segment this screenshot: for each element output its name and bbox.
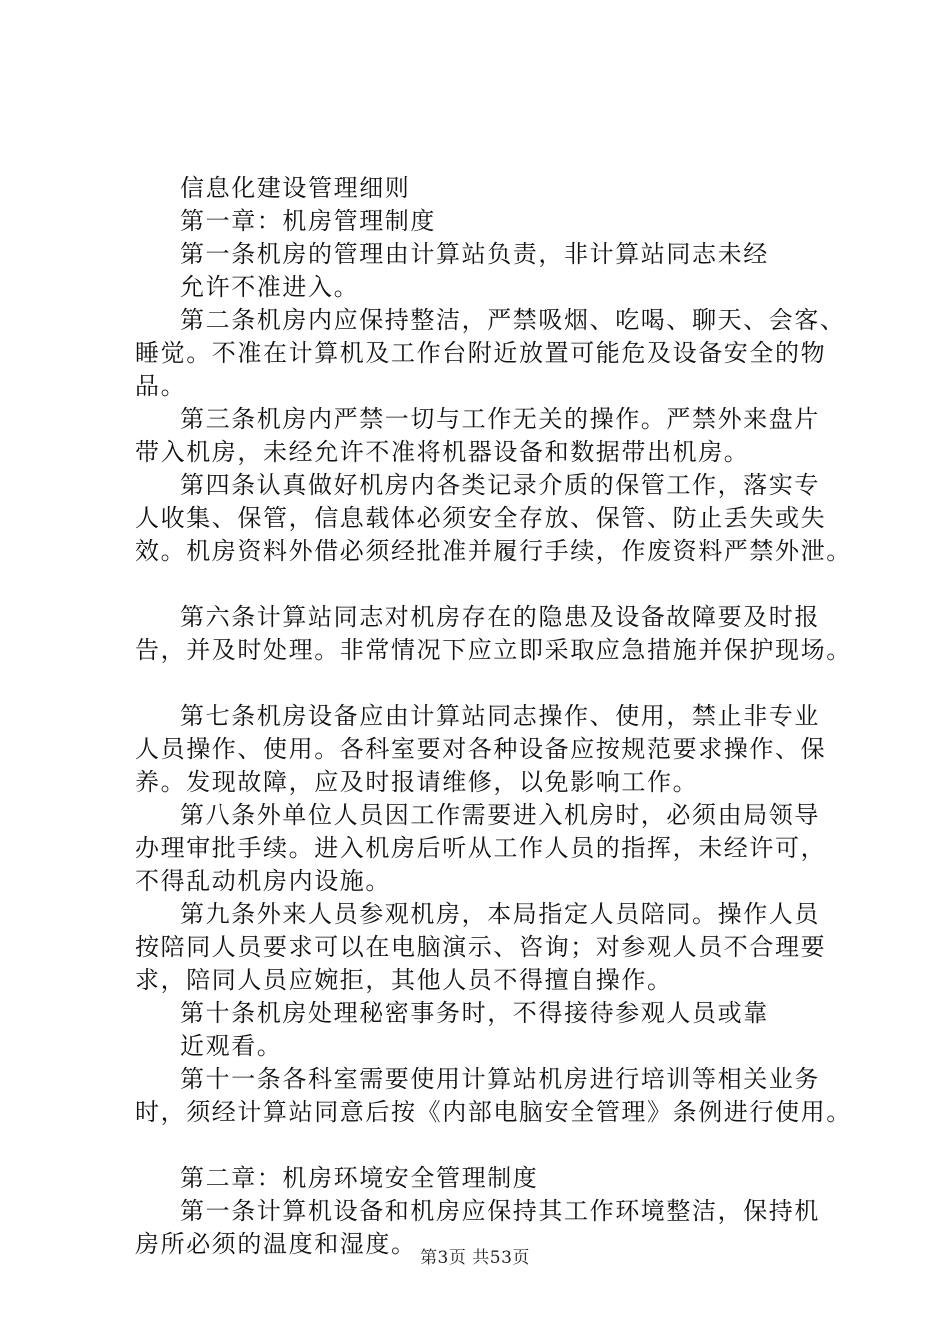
blank-line — [135, 667, 855, 700]
chapter-heading: 第一章：机房管理制度 — [180, 207, 436, 235]
paragraph-line: 第八条外单位人员因工作需要进入机房时，必须由局领导 — [180, 801, 820, 829]
paragraph-line: 人收集、保管，信息载体必须安全存放、保管、防止丢失或失 — [135, 504, 827, 532]
blank-line — [135, 1129, 855, 1162]
document-body — [135, 172, 855, 1261]
paragraph-line: 第一条机房的管理由计算站负责，非计算站同志未经 — [180, 240, 769, 268]
paragraph-line: 第一条计算机设备和机房应保持其工作环境整洁，保持机 — [180, 1197, 820, 1225]
paragraph-line: 时，须经计算站同意后按《内部电脑安全管理》条例进行使用。 — [135, 1098, 852, 1126]
paragraph-line: 养。发现故障，应及时报请维修，以免影响工作。 — [135, 768, 699, 796]
paragraph-line: 第三条机房内严禁一切与工作无关的操作。严禁外来盘片 — [180, 405, 820, 433]
paragraph-line: 第四条认真做好机房内各类记录介质的保管工作，落实专 — [180, 471, 820, 499]
paragraph-line: 人员操作、使用。各科室要对各种设备应按规范要求操作、保 — [135, 735, 827, 763]
paragraph-line: 按陪同人员要求可以在电脑演示、咨询；对参观人员不合理要 — [135, 933, 827, 961]
paragraph-line: 第二条机房内应保持整洁，严禁吸烟、吃喝、聊天、会客、 — [180, 306, 846, 334]
page-footer: 第3页 共53页 — [420, 1248, 530, 1268]
paragraph-line: 求，陪同人员应婉拒，其他人员不得擅自操作。 — [135, 966, 673, 994]
paragraph-line: 品。 — [135, 372, 187, 400]
document-title: 信息化建设管理细则 — [180, 174, 411, 202]
paragraph-line: 第七条机房设备应由计算站同志操作、使用，禁止非专业 — [180, 702, 820, 730]
paragraph-line: 不得乱动机房内设施。 — [135, 867, 391, 895]
paragraph-line: 第十条机房处理秘密事务时，不得接待参观人员或靠 — [180, 999, 769, 1027]
paragraph-line: 带入机房，未经允许不准将机器设备和数据带出机房。 — [135, 438, 750, 466]
paragraph-line: 房所必须的温度和湿度。 — [135, 1230, 417, 1258]
paragraph-line: 效。机房资料外借必须经批准并履行手续，作废资料严禁外泄。 — [135, 537, 852, 565]
blank-line — [135, 568, 855, 601]
paragraph-line: 允许不准进入。 — [180, 273, 360, 301]
paragraph-line: 近观看。 — [180, 1032, 283, 1060]
paragraph-line: 睡觉。不准在计算机及工作台附近放置可能危及设备安全的物 — [135, 339, 827, 367]
paragraph-line: 第六条计算站同志对机房存在的隐患及设备故障要及时报 — [180, 603, 820, 631]
chapter-heading: 第二章：机房环境安全管理制度 — [180, 1164, 539, 1192]
paragraph-line: 第十一条各科室需要使用计算站机房进行培训等相关业务 — [180, 1065, 820, 1093]
paragraph-line: 办理审批手续。进入机房后听从工作人员的指挥，未经许可， — [135, 834, 827, 862]
paragraph-line: 第九条外来人员参观机房，本局指定人员陪同。操作人员 — [180, 900, 820, 928]
paragraph-line: 告，并及时处理。非常情况下应立即采取应急措施并保护现场。 — [135, 636, 852, 664]
